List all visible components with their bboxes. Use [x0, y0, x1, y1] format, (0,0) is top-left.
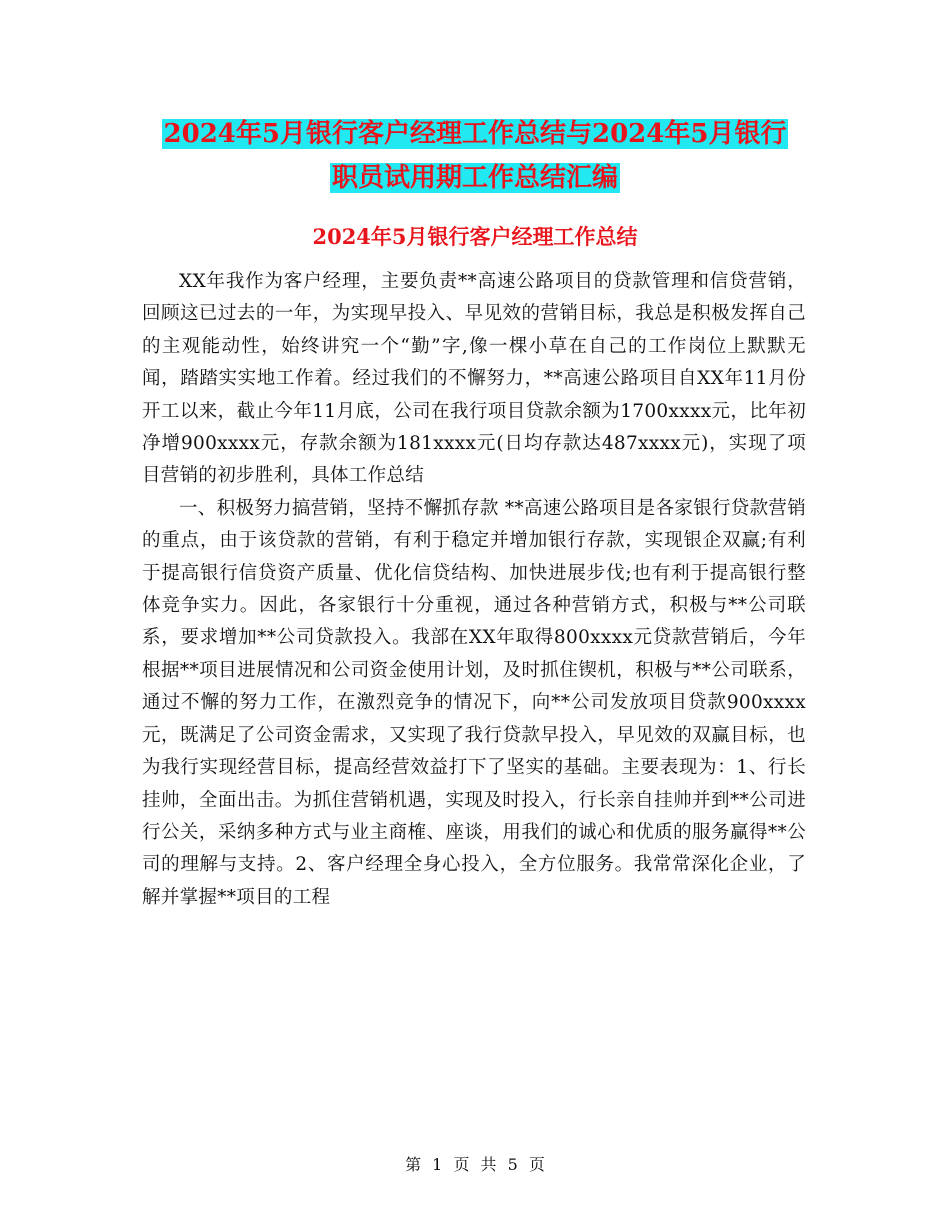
document-body	[142, 266, 806, 914]
document-title	[140, 112, 810, 200]
page-number-footer: 第 1 页 共 5 页	[405, 1155, 545, 1174]
paragraph-2: 一、积极努力搞营销，坚持不懈抓存款 **高速公路项目是各家银行贷款营销的重点，由于该贷款的营销，有利于稳定并增加银行存款，实现银企双赢;有利于提高银行信贷资产质量、优化信贷结构、加快进展步伐;也有利于提高银行整体竞争实力。因此，各家银行十分重视，通过各种营销方式，积极与**公司联系，要求增加**公司贷款投入。我部在XX年取得800xxxx元贷款营销后，今年根据**项目进展情况和公司资金使用计划，及时抓住锲机，积极与**公司联系，通过不懈的努力工作，在激烈竞争的情况下，向**公司发放项目贷款900xxxx元，既满足了公司资金需求，又实现了我行贷款早投入，早见效的双赢目标，也为我行实现经营目标，提高经营效益打下了坚实的基础。主要表现为：1、行长挂帅，全面出击。为抓住营销机遇，实现及时投入，行长亲自挂帅并到**公司进行公关，采纳多种方式与业主商榷、座谈，用我们的诚心和优质的服务赢得**公司的理解与支持。2、客户经理全身心投入，全方位服务。我常常深化企业，了解并掌握**项目的工程	[142, 497, 806, 908]
document-title-line-1: 2024年5月银行客户经理工作总结与2024年5月银行	[163, 119, 787, 149]
document-title-line-2: 职员试用期工作总结汇编	[331, 163, 618, 193]
section-title: 2024年5月银行客户经理工作总结	[312, 224, 638, 249]
paragraph-1: XX年我作为客户经理，主要负责**高速公路项目的贷款管理和信贷营销，回顾这已过去的一年，为实现早投入、早见效的营销目标，我总是积极发挥自己的主观能动性，始终讲究一个“勤”字,像一棵小草在自己的工作岗位上默默无闻，踏踏实实地工作着。经过我们的不懈努力，**高速公路项目自XX年11月份开工以来，截止今年11月底，公司在我行项目贷款余额为1700xxxx元，比年初净增900xxxx元，存款余额为181xxxx元(日均存款达487xxxx元)，实现了项目营销的初步胜利，具体工作总结	[142, 271, 806, 487]
